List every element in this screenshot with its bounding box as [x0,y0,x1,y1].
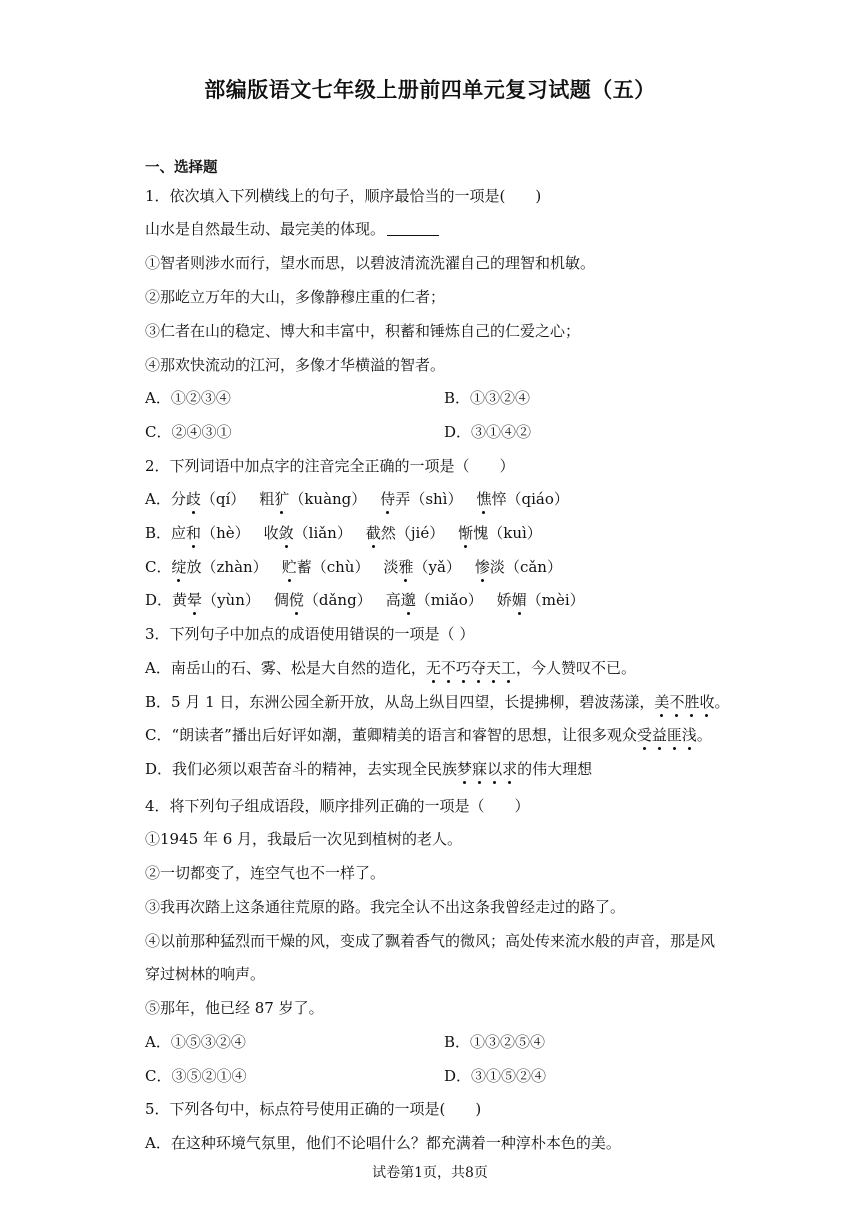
page-title: 部编版语文七年级上册前四单元复习试题（五） [204,78,656,102]
q2-d-pinyin2: （dǎng） [303,591,372,609]
q3-c-idiom-char: 匪 [666,726,682,744]
q4-sentence-2: ②一切都变了，连空气也不一样了。 [145,864,386,882]
q2-c-pinyin2: （chù） [311,558,370,576]
q2-b-word1-dotted: 和 [186,524,202,542]
q2-b-word4-plain: 愧 [473,524,489,542]
q3-a-idiom-char: 巧 [455,659,471,677]
q1-sentence-4: ④那欢快流动的江河，多像才华横溢的智者。 [145,356,446,374]
q4-option-d: D．③①⑤②④ [444,1067,547,1085]
q2-a-word1-plain: 分 [170,490,186,508]
q3-a-idiom-char: 无 [425,659,441,677]
q2-c-pinyin4: （cǎn） [504,558,562,576]
q3-b-idiom-char: 不 [669,693,685,711]
q2-d-word3-plain: 高 [385,591,401,609]
q3-d-pre: D．我们必须以艰苦奋斗的精神，去实现全民族 [145,760,458,778]
q3-d-idiom-char: 以 [487,760,503,778]
q3-d-idiom-char: 梦 [457,760,473,778]
q4-stem: 4．将下列句子组成语段，顺序排列正确的一项是（ ） [145,797,530,815]
q2-option-d [145,590,745,610]
q2-b-pinyin2: （liǎn） [293,524,352,542]
q3-c-post: 。 [696,726,712,744]
q2-d-pinyin3: （miǎo） [415,591,483,609]
q2-option-b [145,523,745,543]
q2-a-word1-dotted: 歧 [185,490,201,508]
q2-b-word2-plain: 收 [263,524,279,542]
section-heading: 一、选择题 [145,160,218,176]
q1-option-c: C．②④③① [145,423,232,441]
q1-stem: 1．依次填入下列横线上的句子，顺序最恰当的一项是( ) [145,187,542,205]
q4-sentence-5: ⑤那年，他已经 87 岁了。 [145,999,324,1017]
q3-d-idiom-char: 求 [502,760,518,778]
q4-sentence-4-cont: 穿过树林的响声。 [145,965,266,983]
q2-b-pinyin3: （jié） [395,524,445,542]
q2-d-word3-dotted: 邈 [400,591,416,609]
q2-c-word4-dotted: 惨 [474,558,490,576]
q2-d-pinyin1: （yùn） [202,591,260,609]
q1-option-b: B．①③②④ [444,389,531,407]
q2-b-pinyin4: （kuì） [488,524,542,542]
q1-blank [387,221,439,236]
q4-sentence-1: ①1945 年 6 月，我最后一次见到植树的老人。 [145,830,463,848]
q2-c-label: C． [145,558,172,576]
q2-b-word1-plain: 应 [171,524,187,542]
q2-a-word4-plain: 悴 [491,490,507,508]
q1-intro-text: 山水是自然最生动、最完美的体现。 [145,220,386,238]
q2-b-pinyin1: （hè） [201,524,250,542]
q3-b-post: 。 [714,693,730,711]
q1-option-d: D．③①④② [444,423,532,441]
q2-a-pinyin1: （qí） [200,490,246,508]
q2-b-word2-dotted: 敛 [278,524,294,542]
q2-d-word2-dotted: 傥 [288,591,304,609]
q4-option-a: A．①⑤③②④ [145,1033,246,1051]
q2-d-word4-dotted: 媚 [511,591,527,609]
q2-a-word2-dotted: 犷 [274,490,290,508]
q2-a-pinyin4: （qiáo） [506,490,569,508]
q2-a-word2-plain: 粗 [259,490,275,508]
q1-sentence-3: ③仁者在山的稳定、博大和丰富中，积蓄和锤炼自己的仁爱之心； [145,322,581,340]
q2-a-pinyin3: （shì） [410,490,463,508]
q3-c-pre: C．“朗读者”播出后好评如潮，董卿精美的语言和睿智的思想，让很多观众 [145,726,637,744]
q2-a-word4-dotted: 憔 [476,490,492,508]
q2-c-word2-plain: 蓄 [296,558,312,576]
q5-stem: 5．下列各句中，标点符号使用正确的一项是( ) [145,1100,482,1118]
q3-b-pre: B．5 月 1 日，东洲公园全新开放，从岛上纵目四望，长提拂柳，碧波荡漾， [145,693,655,711]
q2-d-word1-dotted: 晕 [187,591,203,609]
q4-option-b: B．①③②⑤④ [444,1033,546,1051]
q2-c-word2-dotted: 贮 [281,558,297,576]
q2-c-word4-plain: 淡 [489,558,505,576]
q4-option-c: C．③⑤②①④ [145,1067,247,1085]
q3-a-pre: A．南岳山的石、雾、松是大自然的造化， [145,659,426,677]
q2-c-word3-dotted: 雅 [398,558,414,576]
q2-d-word4-plain: 娇 [496,591,512,609]
q2-b-label: B． [145,524,172,542]
q1-sentence-2: ②那屹立万年的大山，多像静穆庄重的仁者； [145,288,446,306]
q3-a-idiom-char: 工 [500,659,516,677]
q3-a-idiom-char: 夺 [470,659,486,677]
q2-option-c [145,557,745,577]
q2-a-word3-dotted: 侍 [380,490,396,508]
q3-b-idiom-char: 胜 [684,693,700,711]
q1-sentence-1: ①智者则涉水而行，望水而思，以碧波清流洗濯自己的理智和机敏。 [145,254,596,272]
q4-sentence-3: ③我再次踏上这条通往荒原的路。我完全认不出这条我曾经走过的路了。 [145,898,626,916]
q2-c-pinyin3: （yǎ） [413,558,461,576]
q2-d-word2-plain: 倜 [273,591,289,609]
q3-option-d [145,759,745,779]
q2-a-word3-plain: 弄 [395,490,411,508]
q3-option-c [145,725,745,745]
q3-a-post: ，今人赞叹不已。 [515,659,636,677]
q2-a-label: A． [145,490,171,508]
q4-sentence-4: ④以前那种猛烈而干燥的风，变成了飘着香气的微风；高处传来流水般的声音，那是风 [145,932,716,950]
q3-option-b [145,692,745,712]
q2-d-label: D． [145,591,173,609]
q3-d-idiom-char: 寐 [472,760,488,778]
q5-option-a: A．在这种环境气氛里，他们不论唱什么？都充满着一种淳朴本色的美。 [145,1134,621,1152]
q2-b-word3-dotted: 截 [365,524,381,542]
q3-c-idiom-char: 受 [636,726,652,744]
q3-d-post: 的伟大理想 [517,760,593,778]
q2-c-word1-plain: 放 [186,558,202,576]
q1-option-a: A．①②③④ [145,389,231,407]
q2-d-word1-plain: 黄 [172,591,188,609]
q2-b-word4-dotted: 惭 [458,524,474,542]
q3-c-idiom-char: 益 [651,726,667,744]
page-footer: 试卷第1页，共8页 [372,1165,488,1181]
q3-b-idiom-char: 收 [699,693,715,711]
q2-c-pinyin1: （zhàn） [201,558,268,576]
q3-option-a [145,658,745,678]
q2-a-pinyin2: （kuàng） [289,490,367,508]
q2-c-word3-plain: 淡 [383,558,399,576]
q3-b-idiom-char: 美 [654,693,670,711]
q1-intro [145,219,745,239]
q2-c-word1-dotted: 绽 [171,558,187,576]
q3-stem: 3．下列句子中加点的成语使用错误的一项是（ ） [145,625,475,643]
q3-a-idiom-char: 天 [485,659,501,677]
q2-stem: 2．下列词语中加点字的注音完全正确的一项是（ ） [145,457,515,475]
q3-a-idiom-char: 不 [440,659,456,677]
q2-d-pinyin4: （mèi） [526,591,585,609]
q3-c-idiom-char: 浅 [681,726,697,744]
q2-option-a [145,489,745,509]
q2-b-word3-plain: 然 [380,524,396,542]
